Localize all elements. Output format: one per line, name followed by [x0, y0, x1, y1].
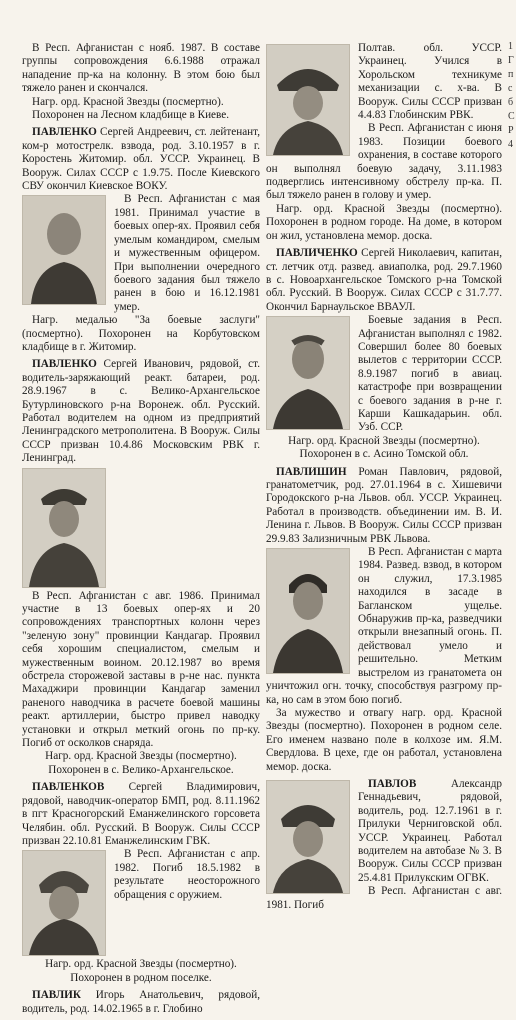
- entry-service: В Респ. Афганистан с июня 1983. Позиции боевого охранения, в составе которого он выполнял боевую задачу, 3.11.1983 подверглись интенсивному обстрелу пр-ка. П. был тяжело ранен в голову и умер.: [266, 122, 502, 202]
- entry-service: В Респ. Афганистан с авг. 1981. Погиб: [266, 885, 502, 911]
- entry-pavlenkov: [22, 781, 260, 985]
- entry-bio: Роман Павлович, рядовой, гранатометчик, род. 27.01.1964 в с. Хишевичи Городокского р-на Львов. обл. УССР. Украинец. Работал в производств. объединении им. В. И. Ленина г. Львов. В Вооруж. Силы СССР призван 29.9.83 Зализничным РВК Львова.: [266, 465, 502, 545]
- portrait-photo: [22, 195, 106, 305]
- award-text: Нагр. орд. Красной Звезды (посмертно).: [45, 750, 237, 763]
- entry-surname: ПАВЛЕНКО: [32, 358, 97, 371]
- entry-pavlichenko: [266, 247, 502, 462]
- entry-continuation: Полтав. обл. УССР. Украинец. Учился в Хорольском техникуме механизации с. х-ва. В Вооруж. Силы СССР призван 4.4.83 Глобинским РВК.: [358, 42, 502, 122]
- entry-pavlenko-sergey-ivanovich: [22, 358, 260, 777]
- portrait-silhouette-icon: [23, 196, 105, 304]
- burial-text: Похоронен в с. Асино Томской обл.: [299, 448, 469, 461]
- entry-bio: Сергей Иванович, рядовой, ст. водитель-заряжающий реакт. батареи, род. 28.9.1967 в с. Велико-Архангельское Бутурлиновского р-на Воронеж. обл. Русский. Работал водителем на одном из предприятий Ленинградского метрополитена. В Вооруж. Силы СССР призван 10.4.86 Московским РВК г. Ленинград.: [22, 358, 260, 465]
- portrait-photo: [266, 780, 350, 894]
- entry-service: В Респ. Афганистан с марта 1984. Развед. взвод, в котором он служил, 17.3.1985 находился в засаде в Багланском ущелье. Обнаружив пр-ка, разведчики открыли внезапный огонь. П. действовал умело и решительно. Метким выстрелом из гранатомета он уничтожил огн. точку, способствуя разгрому пр-ка, но сам в этом бою погиб.: [266, 546, 502, 706]
- award-text: Нагр. орд. Красной Звезды (посмертно).: [32, 95, 224, 108]
- portrait-silhouette-icon: [267, 549, 349, 673]
- portrait-photo: [266, 316, 350, 430]
- burial-text: Похоронен на Лесном кладбище в Киеве.: [32, 109, 229, 122]
- entry-pavlov: [266, 778, 502, 912]
- entry-bio: Сергей Андреевич, ст. лейтенант, ком-р мотострелк. взвода, род. 3.10.1957 в г. Коростень Житомир. обл. УССР. Украинец. В Вооруж. Силах СССР с 1.9.75. После Киевского СВУ окончил Киевское ВОКУ.: [22, 126, 260, 193]
- entry-surname: ПАВЛОВ: [368, 777, 417, 790]
- award-text: За мужество и отвагу нагр. орд. Красной Звезды (посмертно). Похоронен в родном селе. Его именем названо поле в колхозе им. Я.М. Свердлова. В цехе, где он работал, установлена мемор. доска.: [266, 706, 502, 773]
- portrait-silhouette-icon: [23, 469, 105, 587]
- burial-text: Похоронен в родном поселке.: [70, 971, 212, 984]
- portrait-silhouette-icon: [267, 317, 349, 429]
- portrait-silhouette-icon: [23, 851, 105, 955]
- entry-surname: ПАВЛЕНКОВ: [32, 781, 105, 794]
- award-text: Нагр. орд. Красной Звезды (посмертно).: [45, 958, 237, 971]
- burial-text: Похоронен в с. Велико-Архангельское.: [48, 763, 234, 776]
- portrait-photo: [266, 548, 350, 674]
- entry-bio: Сергей Владимирович, рядовой, наводчик-оператор БМП, род. 8.11.1962 в пгт Красногорский Еманжелинского горсовета Челябин. обл. Русский. В Вооруж. Силы СССР призван 22.10.81 Еманжелинским ГВК.: [22, 781, 260, 847]
- entry-service: Боевые задания в Респ. Афганистан выполнял с 1982. Совершил более 80 боевых вылетов с территории СССР. 8.9.1987 погиб в авиац. катастрофе при возвращении с боевого задания в р-не г. Карши Кашкадарьин. обл. Узб. ССР.: [358, 314, 502, 434]
- portrait-photo: [22, 850, 106, 956]
- portrait-photo: [22, 468, 106, 588]
- portrait-silhouette-icon: [267, 45, 349, 155]
- entry-pavlenko-sergey-andreevich: [22, 126, 260, 354]
- entry-service: В Респ. Афганистан с авг. 1986. Принимал участие в 13 боевых опер-ях и 20 сопровождениях транспортных колонн через "зеленую зону" провинции Кандагар. Проявил себя хорошим специалистом, смелым и мужественным воином. 20.12.1987 во время обстрела сторожевой заставы в р-не нас. пункта Махаджири провинции Кандагар заменил раненого наводчика в расчете боевой машины реакт. артиллерии, быстро привел наводку установки и открыл меткий огонь по пр-ку. Погиб от осколков снаряда.: [22, 589, 260, 750]
- entry-surname: ПАВЛЕНКО: [32, 126, 97, 139]
- entry-pavlishin: [266, 466, 502, 774]
- entry-surname: ПАВЛИШИН: [276, 465, 347, 478]
- adjacent-column-fragment: [508, 40, 516, 940]
- entry-bio: Игорь Анатольевич, рядовой, водитель, род. 14.02.1965 в г. Глобино: [22, 989, 260, 1015]
- edge-fragment-text: 1 Г п с б С Р 4: [508, 41, 515, 150]
- entry-service: В Респ. Афганистан с апр. 1982. Погиб 18.5.1982 в результате неосторожного обращения с оружием.: [114, 848, 260, 901]
- portrait-silhouette-icon: [267, 781, 349, 893]
- column-left: [22, 42, 260, 1020]
- entry-bio: Александр Геннадьевич, рядовой, водитель, род. 12.7.1961 в г. Прилуки Черниговской обл. УССР. Украинец. Работал водителем на автобазе № 3. В Вооруж. Силы СССР призван 25.4.81 Прилукским ОГВК.: [358, 777, 502, 884]
- column-right: [266, 42, 502, 916]
- portrait-photo: [266, 44, 350, 156]
- entry-pavlik-continued: [266, 42, 502, 243]
- award-text: Нагр. орд. Красной Звезды (посмертно). Похоронен в родном городе. На доме, в котором он жил, установлена мемор. доска.: [266, 202, 502, 242]
- entry-bio: Сергей Николаевич, капитан, ст. летчик отд. развед. авиаполка, род. 29.7.1960 в с. Новоархангельское Томского р-на Томской обл. Русский. В Вооруж. Силах СССР с 31.7.77. Окончил Барнаульское ВВАУЛ.: [266, 247, 502, 313]
- entry-surname: ПАВЛИК: [32, 989, 81, 1002]
- award-text: Нагр. медалью "За боевые заслуги" (посмертно). Похоронен на Корбутовском кладбище в г. Житомир.: [22, 314, 260, 353]
- continuation-text: В Респ. Афганистан с нояб. 1987. В составе группы сопровождения 6.6.1988 отражал нападение пр-ка на колонну. В этом бою был тяжело ранен и скончался.: [22, 42, 260, 95]
- entry-service: В Респ. Афганистан с мая 1981. Принимал участие в боевых опер-ях. Проявил себя умелым командиром, смелым и мужественным офицером. При выполнении очередного боевого задания был тяжело ранен в бою и 16.12.1981 умер.: [114, 193, 260, 313]
- entry-surname: ПАВЛИЧЕНКО: [276, 247, 358, 260]
- entry-pavlik: [22, 989, 260, 1016]
- entry-continuation-top: [22, 42, 260, 122]
- award-text: Нагр. орд. Красной Звезды (посмертно).: [288, 434, 480, 447]
